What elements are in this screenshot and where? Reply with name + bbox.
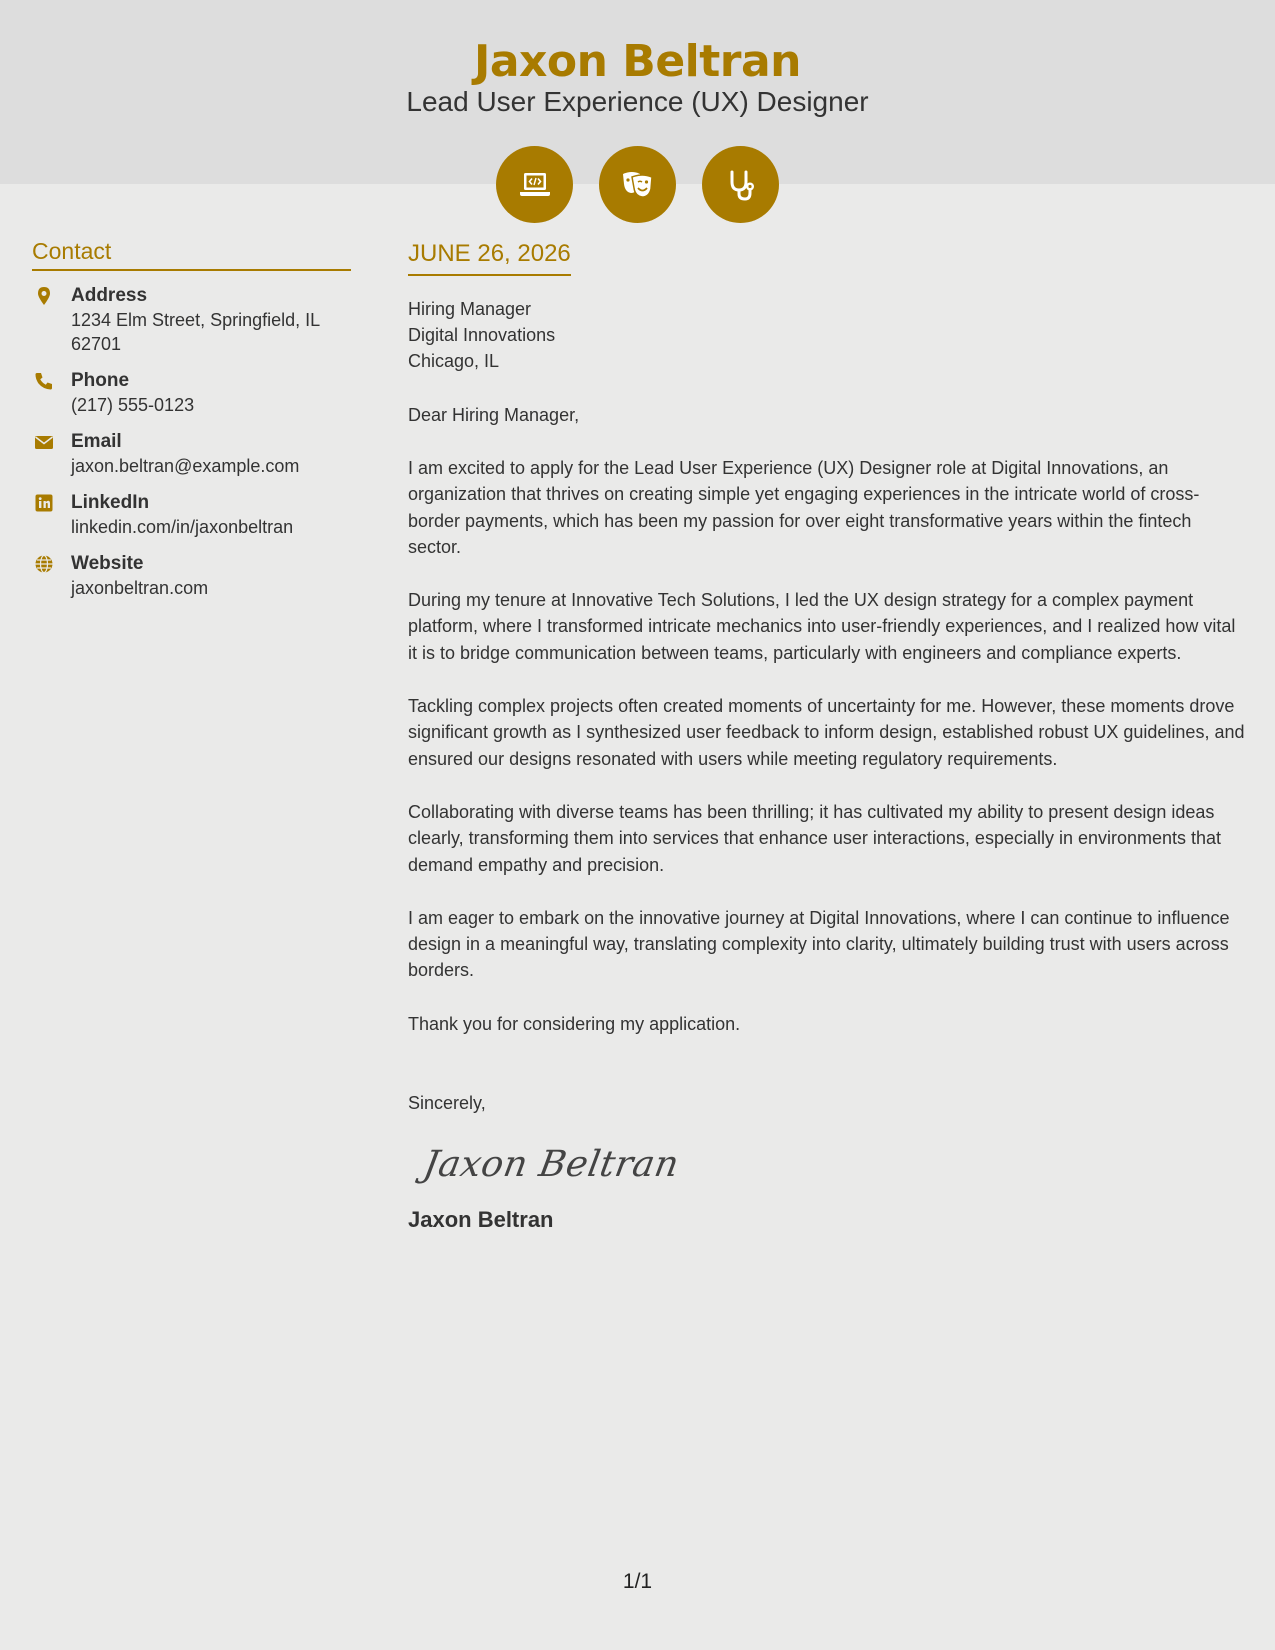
- recipient-company: Digital Innovations: [408, 325, 556, 345]
- signer-name: Jaxon Beltran: [408, 1207, 554, 1233]
- contact-sidebar: [32, 238, 351, 600]
- recipient-block: [408, 296, 1248, 374]
- letter-paragraph: Thank you for considering my application.: [408, 1013, 741, 1034]
- phone-label: Phone: [71, 370, 130, 391]
- globe-icon: [34, 554, 54, 574]
- letter-paragraph: I am excited to apply for the Lead User Experience (UX) Designer role at Digital Innovations, an organization that thrives on creating simple yet engaging experiences in the intricate world of cross-border payments, which has been my passion for over eight transformative years within the fintech sector.: [408, 458, 1200, 557]
- address-value: 1234 Elm Street, Springfield, IL 62701: [71, 310, 320, 354]
- letter-body: [408, 240, 1248, 1233]
- theater-masks-icon: [599, 146, 676, 223]
- applicant-name: Jaxon Beltran: [473, 36, 802, 87]
- contact-address: [32, 284, 351, 356]
- email-label: Email: [71, 431, 122, 452]
- address-label: Address: [71, 285, 148, 306]
- website-value: jaxonbeltran.com: [71, 578, 209, 598]
- recipient-location: Chicago, IL: [408, 351, 500, 371]
- page-number: 1/1: [622, 1570, 653, 1593]
- map-marker-icon: [34, 286, 54, 306]
- laptop-code-icon: [496, 146, 573, 223]
- letter-paragraph: Tackling complex projects often created moments of uncertainty for me. However, these moments drove significant growth as I synthesized user feedback to inform design, established robust UX guidelines, and ensured our designs resonated with users while meeting regulatory requirements.: [408, 696, 1245, 769]
- letter-paragraph: During my tenure at Innovative Tech Solutions, I led the UX design strategy for a complex payment platform, where I transformed intricate mechanics into user-friendly experiences, and I realized how vital it is to bridge communication between teams, particularly with engineers and compliance experts.: [408, 590, 1236, 663]
- salutation: Dear Hiring Manager,: [408, 405, 580, 425]
- handwritten-signature: Jaxon Beltran: [420, 1144, 683, 1186]
- letter-paragraph: I am eager to embark on the innovative journey at Digital Innovations, where I can continue to influence design in a meaningful way, translating complexity into clarity, ultimately building trust with users across borders.: [408, 907, 1230, 981]
- website-label: Website: [71, 553, 144, 574]
- letter-paragraph: Collaborating with diverse teams has been thrilling; it has cultivated my ability to present design ideas clearly, transforming them into services that enhance user interactions, especially in environments that demand empathy and precision.: [408, 801, 1222, 875]
- closing: Sincerely,: [408, 1093, 486, 1114]
- contact-linkedin: [32, 491, 351, 539]
- contact-heading: Contact: [32, 238, 351, 271]
- linkedin-icon: [34, 493, 54, 513]
- contact-email: [32, 430, 351, 478]
- stethoscope-icon: [702, 146, 779, 223]
- contact-website: [32, 552, 351, 600]
- contact-phone: [32, 369, 351, 417]
- header-icons: [496, 146, 780, 223]
- recipient-name: Hiring Manager: [408, 299, 532, 319]
- email-value: jaxon.beltran@example.com: [71, 456, 300, 476]
- phone-icon: [34, 371, 54, 391]
- letter-date: JUNE 26, 2026: [408, 240, 571, 276]
- phone-value: (217) 555-0123: [71, 395, 195, 415]
- linkedin-label: LinkedIn: [71, 492, 150, 513]
- job-title: Lead User Experience (UX) Designer: [406, 86, 869, 117]
- linkedin-value: linkedin.com/in/jaxonbeltran: [71, 517, 294, 537]
- envelope-icon: [34, 432, 54, 452]
